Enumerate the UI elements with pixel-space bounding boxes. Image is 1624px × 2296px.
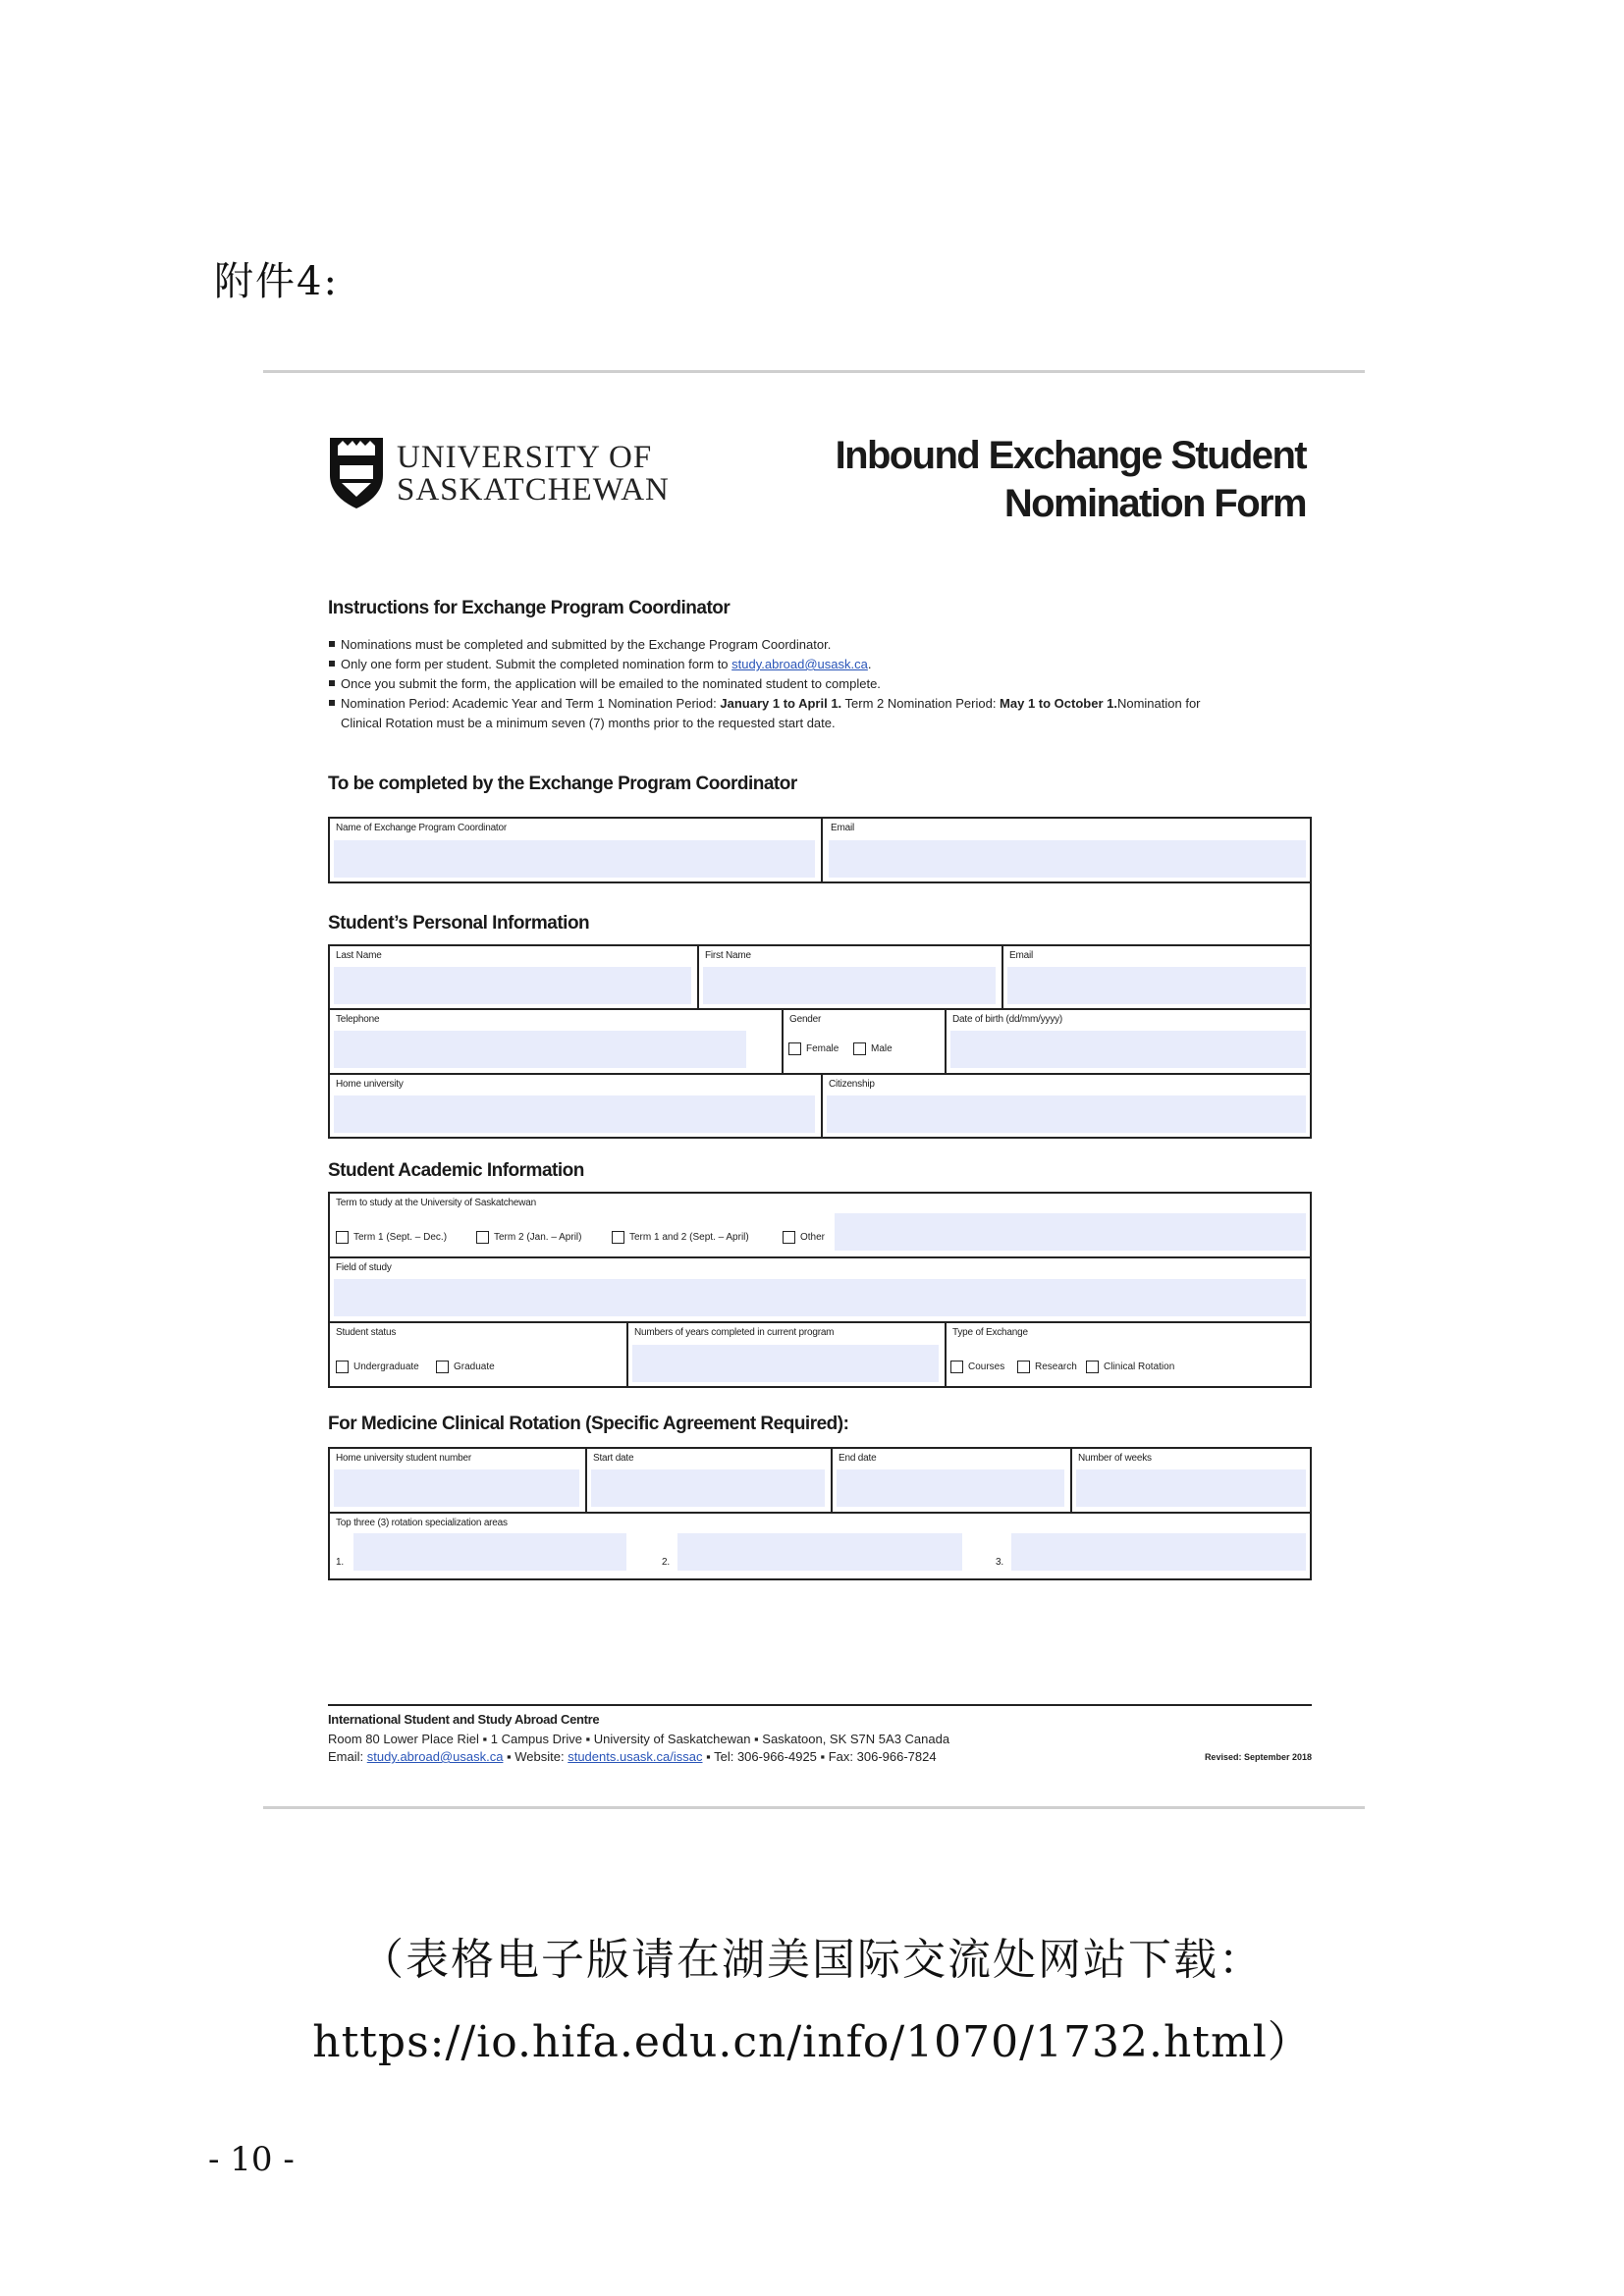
- gender-label: Gender: [789, 1014, 822, 1025]
- cell-divider: [782, 1008, 784, 1073]
- term2-label: Term 2 (Jan. – April): [494, 1232, 582, 1243]
- exchange-type-label: Type of Exchange: [952, 1327, 1028, 1338]
- university-name: [397, 442, 670, 507]
- row-divider: [328, 1073, 1312, 1075]
- personal-heading: Student’s Personal Information: [328, 913, 590, 934]
- student-number-field[interactable]: [334, 1469, 579, 1507]
- instruction-text: Nomination for: [1116, 696, 1201, 711]
- student-email-field[interactable]: [1007, 967, 1306, 1004]
- rotation-area-3-number: 3.: [996, 1557, 1003, 1568]
- medicine-heading: For Medicine Clinical Rotation (Specific Agreement Required):: [328, 1414, 849, 1434]
- footer-website-link[interactable]: students.usask.ca/issac: [568, 1749, 703, 1764]
- checkbox-box: [1086, 1361, 1099, 1373]
- checkbox-box: [1017, 1361, 1030, 1373]
- coordinator-email-field[interactable]: [829, 840, 1306, 878]
- cell-divider: [697, 944, 699, 1009]
- bottom-divider: [263, 1806, 1365, 1809]
- instruction-text: Nomination Period: Academic Year and Term 1 Nomination Period:: [341, 696, 721, 711]
- coordinator-name-field[interactable]: [334, 840, 815, 878]
- cell-divider: [626, 1321, 628, 1388]
- term2-period: May 1 to October 1.: [1000, 696, 1117, 711]
- term1-checkbox[interactable]: [336, 1231, 447, 1244]
- footer-address: Room 80 Lower Place Riel ▪ 1 Campus Drive ▪ University of Saskatchewan ▪ Saskatoon, SK S7N 5A3 Canada: [328, 1732, 950, 1746]
- checkbox-box: [788, 1042, 801, 1055]
- coordinator-email-label: Email: [831, 823, 855, 833]
- row-divider: [328, 1008, 1312, 1010]
- instruction-text: Term 2 Nomination Period:: [841, 696, 1001, 711]
- research-label: Research: [1035, 1362, 1077, 1372]
- cell-divider: [821, 817, 823, 883]
- rotation-area-2-field[interactable]: [677, 1533, 962, 1571]
- end-date-label: End date: [839, 1453, 877, 1464]
- university-name-line2: SASKATCHEWAN: [397, 472, 670, 507]
- checkbox-box: [783, 1231, 795, 1244]
- male-checkbox[interactable]: [853, 1042, 893, 1055]
- revised-date: Revised: September 2018: [1204, 1752, 1312, 1762]
- rotation-area-1-field[interactable]: [353, 1533, 626, 1571]
- download-url[interactable]: https://io.hifa.edu.cn/info/1070/1732.html）: [312, 2017, 1312, 2067]
- checkbox-box: [436, 1361, 449, 1373]
- footer-email-label: Email:: [328, 1749, 367, 1764]
- checkbox-box: [336, 1231, 349, 1244]
- checkbox-box: [336, 1361, 349, 1373]
- row-divider: [328, 1256, 1312, 1258]
- attachment-label: 附件4:: [214, 259, 339, 304]
- citizenship-field[interactable]: [827, 1095, 1306, 1133]
- other-term-label: Other: [800, 1232, 826, 1243]
- nomination-form-image: [263, 373, 1365, 1794]
- male-label: Male: [871, 1043, 893, 1054]
- first-name-field[interactable]: [703, 967, 996, 1004]
- field-of-study-field[interactable]: [334, 1279, 1306, 1316]
- term12-label: Term 1 and 2 (Sept. – April): [629, 1232, 749, 1243]
- number-of-weeks-label: Number of weeks: [1078, 1453, 1152, 1464]
- instructions-heading: Instructions for Exchange Program Coordinator: [328, 598, 731, 618]
- footer-email-link[interactable]: study.abroad@usask.ca: [366, 1749, 504, 1764]
- rotation-area-1-number: 1.: [336, 1557, 344, 1568]
- footer-website-label: ▪ Website:: [503, 1749, 568, 1764]
- list-item: Once you submit the form, the application will be emailed to the nominated student to complete.: [328, 674, 1310, 694]
- home-university-field[interactable]: [334, 1095, 815, 1133]
- instruction-text: Only one form per student. Submit the completed nomination form to: [341, 657, 732, 671]
- start-date-field[interactable]: [591, 1469, 825, 1507]
- rotation-area-2-number: 2.: [662, 1557, 670, 1568]
- cell-divider: [831, 1447, 833, 1512]
- instructions-list: [328, 635, 1310, 733]
- footer-divider: [328, 1704, 1312, 1706]
- form-title-line1: Inbound Exchange Student: [835, 434, 1306, 477]
- student-status-label: Student status: [336, 1327, 397, 1338]
- page-number: - 10 -: [208, 2140, 295, 2179]
- cell-divider: [1070, 1447, 1072, 1512]
- telephone-label: Telephone: [336, 1014, 380, 1025]
- list-item: [328, 694, 1310, 733]
- female-checkbox[interactable]: [788, 1042, 839, 1055]
- checkbox-box: [950, 1361, 963, 1373]
- form-title: [756, 432, 1306, 528]
- form-title-line2: Nomination Form: [1003, 482, 1306, 525]
- cell-divider: [945, 1008, 947, 1073]
- field-of-study-label: Field of study: [336, 1262, 392, 1273]
- term12-checkbox[interactable]: [612, 1231, 749, 1244]
- first-name-label: First Name: [705, 950, 751, 961]
- checkbox-box: [853, 1042, 866, 1055]
- home-university-label: Home university: [336, 1079, 404, 1090]
- clinical-rotation-label: Clinical Rotation: [1104, 1362, 1175, 1372]
- graduate-checkbox[interactable]: [436, 1361, 495, 1373]
- list-item: Only one form per student. Submit the completed nomination form to study.abroad@usask.ca.: [328, 655, 1310, 674]
- last-name-field[interactable]: [334, 967, 691, 1004]
- student-email-label: Email: [1009, 950, 1034, 961]
- term2-checkbox[interactable]: [476, 1231, 581, 1244]
- undergraduate-checkbox[interactable]: [336, 1361, 419, 1373]
- term1-label: Term 1 (Sept. – Dec.): [353, 1232, 448, 1243]
- rotation-areas-label: Top three (3) rotation specialization areas: [336, 1518, 508, 1528]
- footer-centre-name: International Student and Study Abroad Centre: [328, 1712, 600, 1727]
- cell-divider: [1001, 944, 1003, 1009]
- footer-phones: ▪ Tel: 306-966-4925 ▪ Fax: 306-966-7824: [702, 1749, 937, 1764]
- last-name-label: Last Name: [336, 950, 382, 961]
- cell-divider: [945, 1321, 947, 1388]
- years-completed-field[interactable]: [632, 1345, 939, 1382]
- checkbox-box: [612, 1231, 624, 1244]
- coordinator-name-label: Name of Exchange Program Coordinator: [336, 823, 508, 833]
- number-of-weeks-field[interactable]: [1076, 1469, 1306, 1507]
- cell-divider: [1310, 881, 1312, 946]
- graduate-label: Graduate: [454, 1362, 495, 1372]
- undergraduate-label: Undergraduate: [353, 1362, 419, 1372]
- clinical-rotation-checkbox[interactable]: [1086, 1361, 1174, 1373]
- years-completed-label: Numbers of years completed in current program: [634, 1327, 835, 1338]
- footer-contact: [328, 1749, 937, 1764]
- row-divider: [328, 1512, 1312, 1514]
- row-divider: [328, 1321, 1312, 1323]
- other-term-checkbox[interactable]: [783, 1231, 825, 1244]
- dob-label: Date of birth (dd/mm/yyyy): [952, 1014, 1063, 1025]
- instruction-text: Clinical Rotation must be a minimum seven (7) months prior to the requested start date.: [341, 716, 836, 730]
- term-label: Term to study at the University of Saskatchewan: [336, 1198, 537, 1208]
- cell-divider: [821, 1073, 823, 1138]
- courses-checkbox[interactable]: [950, 1361, 1004, 1373]
- cell-divider: [585, 1447, 587, 1512]
- dob-field[interactable]: [950, 1031, 1306, 1068]
- telephone-field[interactable]: [334, 1031, 746, 1068]
- start-date-label: Start date: [593, 1453, 634, 1464]
- checkbox-box: [476, 1231, 489, 1244]
- student-number-label: Home university student number: [336, 1453, 471, 1464]
- list-item: Nominations must be completed and submitted by the Exchange Program Coordinator.: [328, 635, 1310, 655]
- university-crest-icon: [328, 436, 385, 510]
- term1-period: January 1 to April 1.: [720, 696, 842, 711]
- female-label: Female: [806, 1043, 839, 1054]
- university-name-line1: UNIVERSITY OF: [397, 440, 653, 475]
- coordinator-heading: To be completed by the Exchange Program Coordinator: [328, 774, 797, 794]
- courses-label: Courses: [968, 1362, 1005, 1372]
- rotation-area-3-field[interactable]: [1011, 1533, 1306, 1571]
- academic-heading: Student Academic Information: [328, 1160, 584, 1181]
- research-checkbox[interactable]: [1017, 1361, 1077, 1373]
- end-date-field[interactable]: [837, 1469, 1064, 1507]
- citizenship-label: Citizenship: [829, 1079, 875, 1090]
- other-term-field[interactable]: [835, 1213, 1306, 1251]
- submission-email-link[interactable]: study.abroad@usask.ca: [731, 657, 868, 671]
- download-caption: （表格电子版请在湖美国际交流处网站下载：: [360, 1935, 1264, 1985]
